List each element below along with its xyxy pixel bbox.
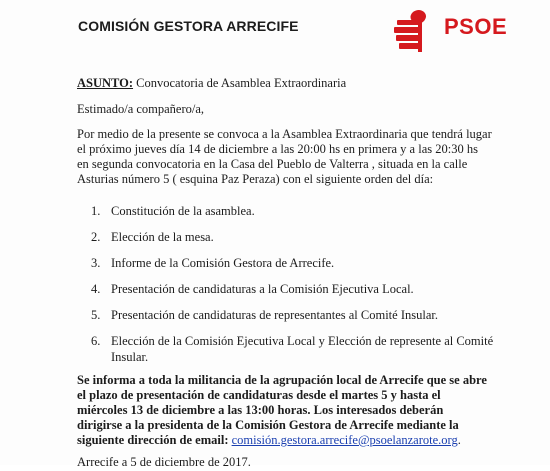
- agenda-item: [91, 256, 334, 272]
- agenda-item-text: Informe de la Comisión Gestora de Arrecife.: [111, 256, 335, 270]
- subject-label: ASUNTO:: [77, 76, 134, 90]
- agenda-item: [91, 334, 493, 365]
- agenda-item: [91, 230, 214, 246]
- intro-line: Asturias número 5 ( esquina Paz Peraza) con el siguiente orden del día:: [77, 172, 434, 186]
- subject-line: [77, 76, 346, 92]
- subject-text: Convocatoria de Asamblea Extraordinaria: [136, 76, 347, 90]
- date-line: Arrecife a 5 de diciembre de 2017.: [77, 455, 251, 469]
- agenda-item-number: 5.: [91, 308, 101, 322]
- agenda-item-line: Elección de la Comisión Ejecutiva Local y Elección de represente al Comité: [111, 334, 494, 348]
- notice-line: [77, 433, 461, 449]
- agenda-item-number: 1.: [91, 204, 101, 218]
- greeting: Estimado/a compañero/a,: [77, 102, 205, 116]
- agenda-item-text: Elección de la mesa.: [111, 230, 214, 244]
- email-link[interactable]: comisión.gestora.arrecife@psoelanzarote.org: [231, 433, 458, 447]
- notice-line: miércoles 13 de diciembre a las 13:00 horas. Los interesados deberán: [77, 403, 444, 417]
- agenda-item-line: Insular.: [111, 349, 149, 364]
- agenda-item-number: 3.: [91, 256, 101, 270]
- intro-line: el próximo jueves día 14 de diciembre a las 20:00 hs en primera y a las 20:30 hs: [77, 142, 478, 156]
- agenda-item-number: 4.: [91, 282, 101, 296]
- notice-line: dirigirse a la presidenta de la Comisión Gestora de Arrecife mediante la: [77, 418, 459, 432]
- agenda-item-text: Presentación de candidaturas a la Comisión Ejecutiva Local.: [111, 282, 414, 296]
- agenda-item-text: Presentación de candidaturas de representantes al Comité Insular.: [111, 308, 438, 322]
- agenda-item: [91, 204, 255, 220]
- agenda-item: [91, 282, 414, 298]
- notice-line: Se informa a toda la militancia de la agrupación local de Arrecife que se abre: [77, 373, 487, 387]
- logo-text: PSOE: [444, 14, 508, 39]
- agenda-item-number: 6.: [91, 334, 101, 348]
- agenda-item-number: 2.: [91, 230, 101, 244]
- agenda-item-text: Constitución de la asamblea.: [111, 204, 255, 218]
- agenda-item-text: [111, 334, 493, 365]
- email-suffix: .: [457, 433, 461, 447]
- page-title: COMISIÓN GESTORA ARRECIFE: [78, 18, 299, 34]
- notice-line: el plazo de presentación de candidaturas desde el martes 5 y hasta el: [77, 388, 441, 402]
- intro-line: en segunda convocatoria en la Casa del Pueblo de Valterra , situada en la calle: [77, 157, 468, 171]
- agenda-item: [91, 308, 438, 324]
- notice-email-label: siguiente dirección de email:: [77, 433, 229, 447]
- intro-line: Por medio de la presente se convoca a la Asamblea Extraordinaria que tendrá lugar: [77, 127, 492, 141]
